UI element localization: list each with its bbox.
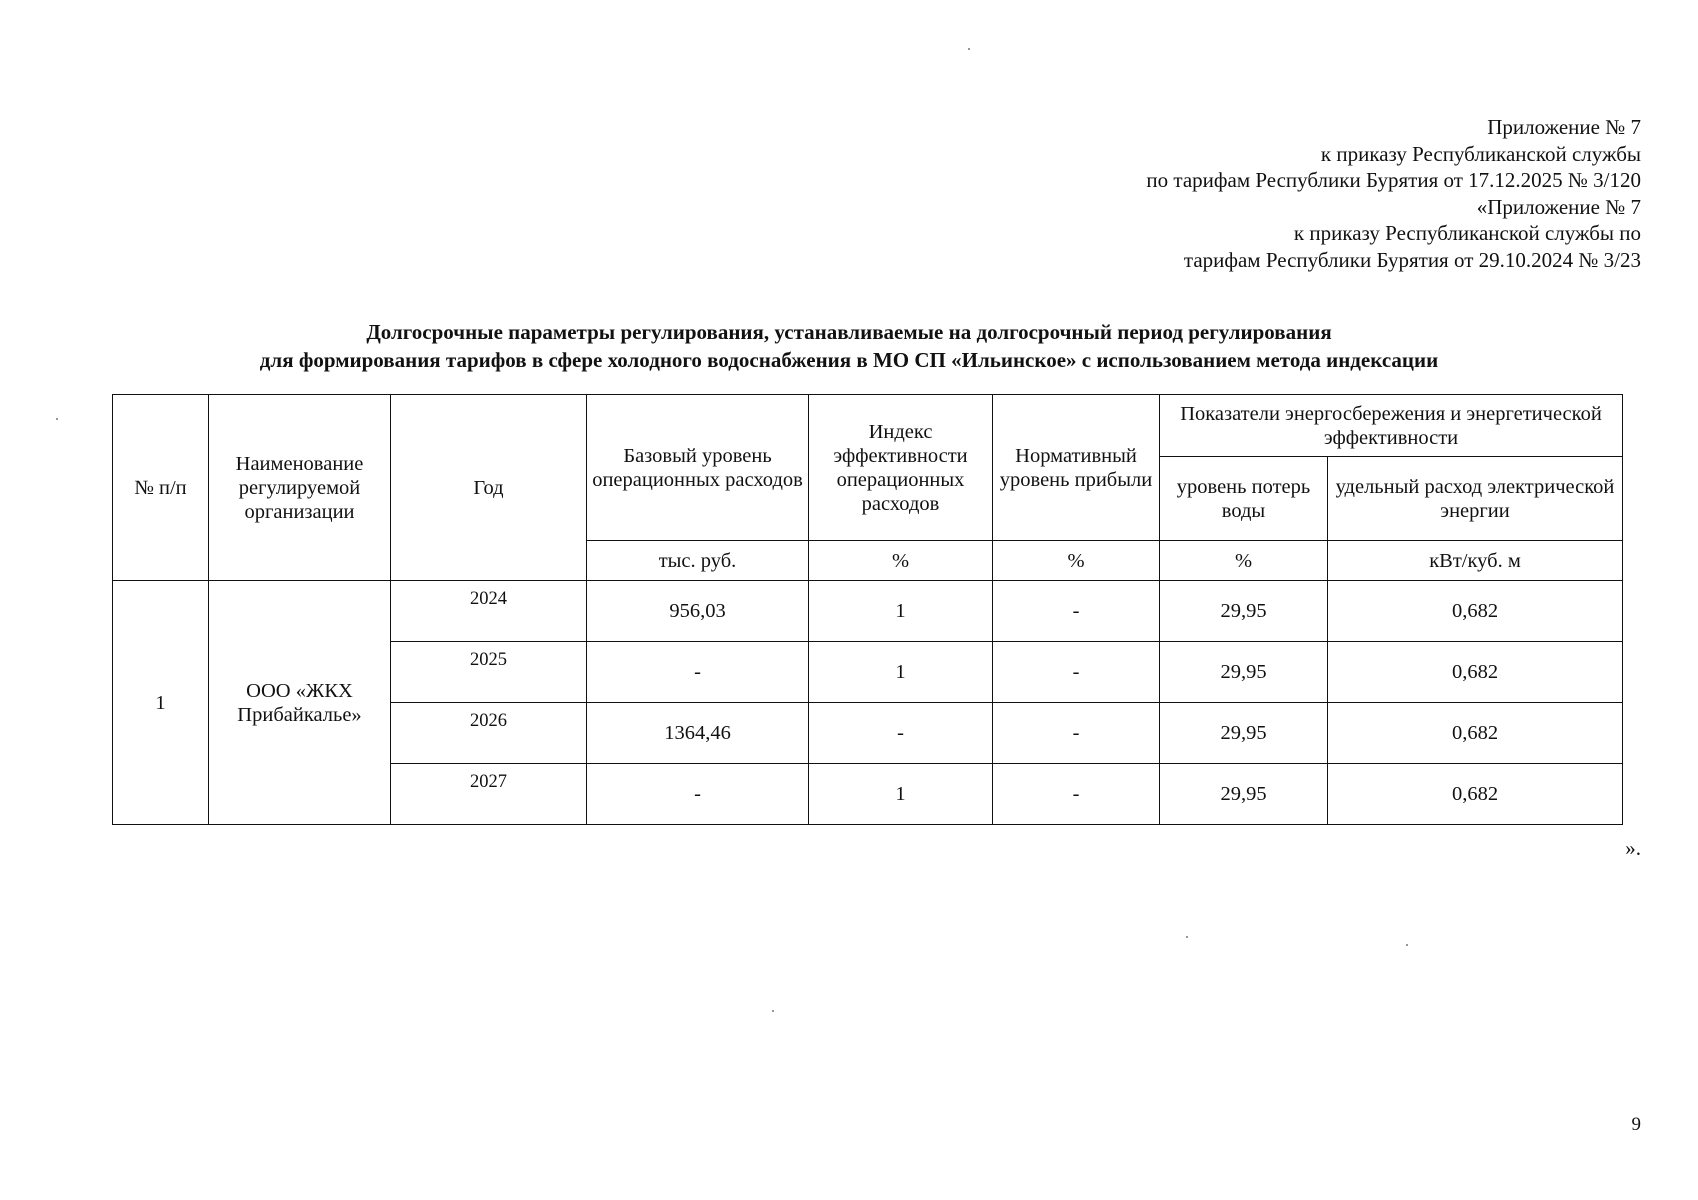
unit-water-loss: % (1160, 541, 1328, 581)
table-row (113, 581, 1623, 642)
document-title (0, 318, 1698, 374)
base-level-cell: - (587, 764, 809, 825)
annex-line-1: Приложение № 7 (1487, 115, 1641, 139)
annex-line-6: тарифам Республики Бурятия от 29.10.2024 № 3/23 (1183, 247, 1641, 272)
header-profit-level: Нормативный уровень прибыли (993, 395, 1160, 541)
efficiency-index-cell: - (809, 703, 993, 764)
base-level-cell: 956,03 (587, 581, 809, 642)
water-loss-cell: 29,95 (1160, 581, 1328, 642)
year-cell: 2026 (391, 703, 587, 764)
unit-base-level: тыс. руб. (587, 541, 809, 581)
header-num: № п/п (113, 395, 209, 581)
unit-efficiency-index: % (809, 541, 993, 581)
header-year: Год (391, 395, 587, 581)
annex-line-3: по тарифам Республики Бурятия от 17.12.2025 № 3/120 (1146, 168, 1641, 192)
scan-speck (772, 1010, 774, 1012)
electricity-cell: 0,682 (1328, 703, 1623, 764)
closing-quote-mark: ». (1625, 836, 1641, 860)
scan-speck (56, 418, 58, 420)
water-loss-cell: 29,95 (1160, 764, 1328, 825)
base-level-cell: - (587, 642, 809, 703)
efficiency-index-cell: 1 (809, 642, 993, 703)
profit-level-cell: - (993, 581, 1160, 642)
regulation-parameters-table (112, 394, 1623, 825)
header-energy-group: Показатели энергосбережения и энергетической эффективности (1160, 395, 1623, 457)
annex-line-5: к приказу Республиканской службы по (1293, 221, 1641, 245)
page-number: 9 (1631, 1114, 1641, 1135)
efficiency-index-cell: 1 (809, 764, 993, 825)
annex-reference (1146, 114, 1641, 273)
profit-level-cell: - (993, 764, 1160, 825)
header-electricity: удельный расход электрической энергии (1328, 457, 1623, 541)
annex-line-4: «Приложение № 7 (1476, 194, 1641, 219)
header-water-loss: уровень потерь воды (1160, 457, 1328, 541)
base-level-cell: 1364,46 (587, 703, 809, 764)
efficiency-index-cell: 1 (809, 581, 993, 642)
unit-profit-level: % (993, 541, 1160, 581)
title-line-1: Долгосрочные параметры регулирования, устанавливаемые на долгосрочный период регулирования (366, 320, 1332, 344)
electricity-cell: 0,682 (1328, 581, 1623, 642)
organization-name: ООО «ЖКХ Прибайкалье» (209, 581, 391, 825)
row-number: 1 (113, 581, 209, 825)
unit-electricity: кВт/куб. м (1328, 541, 1623, 581)
year-cell: 2024 (391, 581, 587, 642)
electricity-cell: 0,682 (1328, 642, 1623, 703)
water-loss-cell: 29,95 (1160, 703, 1328, 764)
scan-speck (1406, 944, 1408, 946)
scan-speck (968, 48, 970, 50)
header-efficiency-index: Индекс эффективности операционных расходов (809, 395, 993, 541)
table-header-row (113, 395, 1623, 457)
profit-level-cell: - (993, 642, 1160, 703)
scan-speck (1186, 936, 1188, 938)
title-line-2: для формирования тарифов в сфере холодного водоснабжения в МО СП «Ильинское» с использованием метода индексации (259, 348, 1439, 372)
electricity-cell: 0,682 (1328, 764, 1623, 825)
profit-level-cell: - (993, 703, 1160, 764)
header-base-level: Базовый уровень операционных расходов (587, 395, 809, 541)
annex-line-2: к приказу Республиканской службы (1320, 141, 1641, 166)
year-cell: 2025 (391, 642, 587, 703)
header-organization: Наименование регулируемой организации (209, 395, 391, 581)
water-loss-cell: 29,95 (1160, 642, 1328, 703)
year-cell: 2027 (391, 764, 587, 825)
